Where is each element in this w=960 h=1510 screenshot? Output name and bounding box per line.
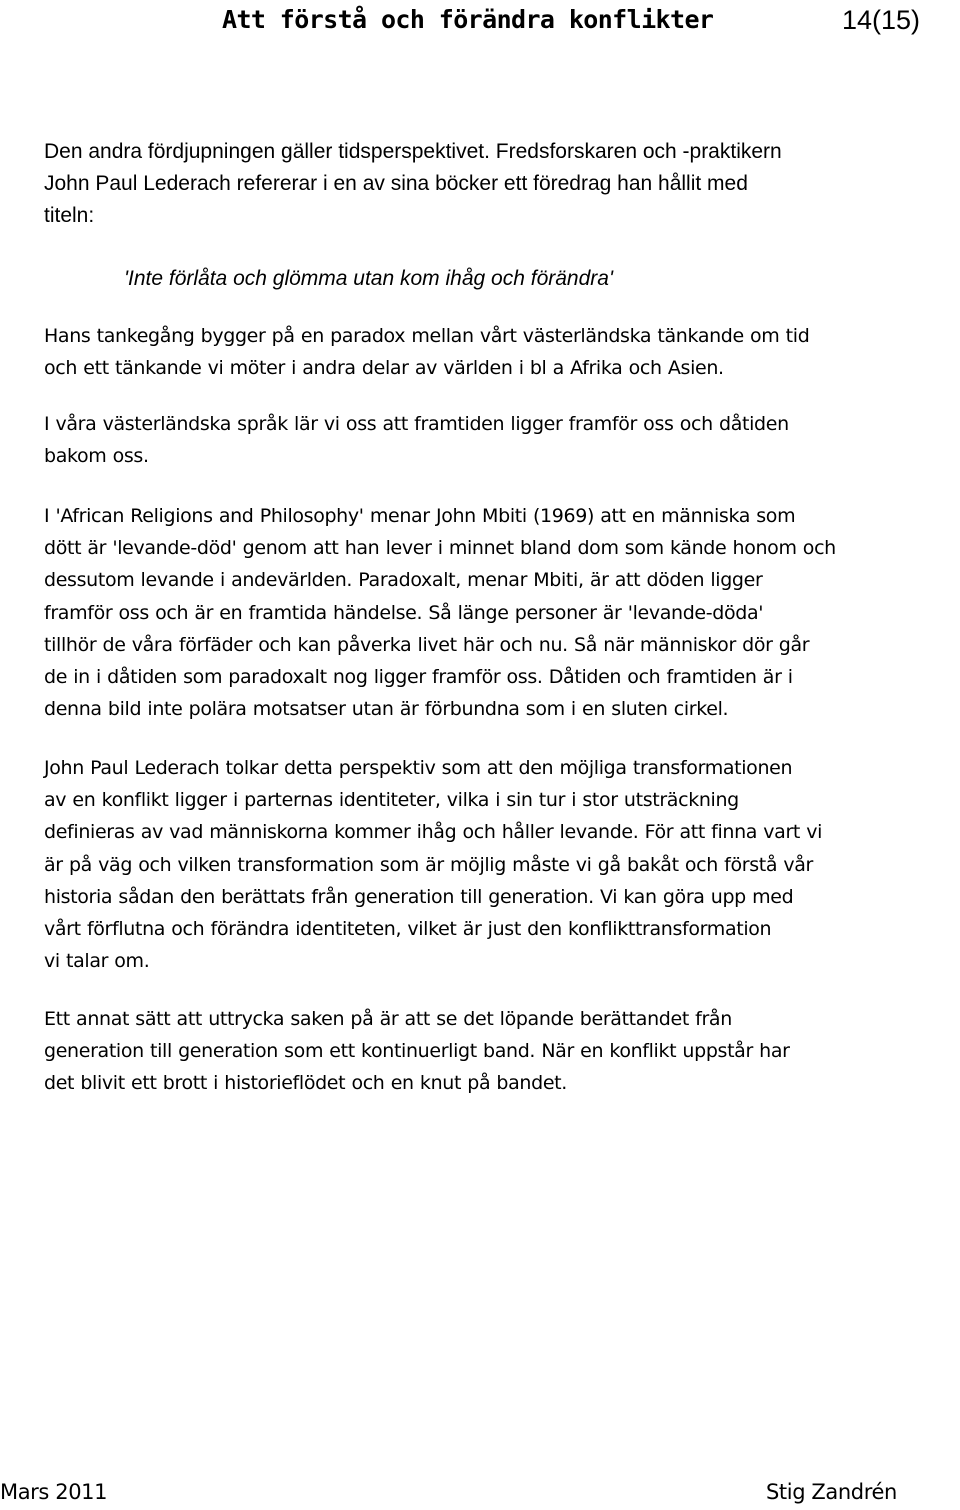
paragraph-line: I våra västerländska språk lär vi oss att framtiden ligger framför oss och dåtiden [44,413,789,435]
paragraph-line: det blivit ett brott i historieflödet och en knut på bandet. [44,1072,567,1095]
paragraph-line: generation till generation som ett kontinuerligt band. När en konflikt uppstår har [44,1040,790,1063]
paragraph-line: denna bild inte polära motsatser utan är förbundna som i en sluten cirkel. [44,698,729,721]
paragraph-line: Hans tankegång bygger på en paradox mellan vårt västerländska tänkande om tid [44,325,810,347]
paragraph-line: vårt förflutna och förändra identiteten, vilket är just den konflikttransformation [44,918,772,941]
quote-title: 'Inte förlåta och glömma utan kom ihåg och förändra' [124,267,613,290]
paragraph-line: John Paul Lederach tolkar detta perspektiv som att den möjliga transformationen [44,757,793,779]
intro-paragraph [44,136,944,232]
document-title: Att förstå och förändra konflikter [222,5,714,34]
paragraph-line: dessutom levande i andevärlden. Paradoxalt, menar Mbiti, är att döden ligger [44,569,763,592]
paragraph-line: framför oss och är en framtida händelse. Så länge personer är 'levande-döda' [44,601,764,624]
paragraph-line: definieras av vad människorna kommer ihåg och håller levande. För att finna vart vi [44,821,823,844]
intro-line: John Paul Lederach refererar i en av sina böcker ett föredrag han hållit med [44,172,748,195]
intro-line: Den andra fördjupningen gäller tidsperspektivet. Fredsforskaren och -praktikern [44,140,782,163]
paragraph-line: av en konflikt ligger i parternas identiteter, vilka i sin tur i stor utsträckning [44,789,739,812]
page-number: 14(15) [842,5,921,35]
footer-date: Mars 2011 [0,1480,108,1504]
paragraph-paradox [44,320,954,384]
paragraph-line: bakom oss. [44,445,149,468]
paragraph-line: tillhör de våra förfäder och kan påverka livet här och nu. Så när människor dör går [44,633,810,656]
paragraph-western-languages [44,408,954,472]
paragraph-lederach [44,752,954,977]
paragraph-line: historia sådan den berättats från generation till generation. Vi kan göra upp med [44,885,794,908]
paragraph-line: vi talar om. [44,950,150,973]
paragraph-line: dött är 'levande-död' genom att han lever i minnet bland dom som kände honom och [44,537,836,560]
paragraph-line: de in i dåtiden som paradoxalt nog ligger framför oss. Dåtiden och framtiden är i [44,666,793,689]
paragraph-line: I 'African Religions and Philosophy' menar John Mbiti (1969) att en människa som [44,505,796,527]
paragraph-line: Ett annat sätt att uttrycka saken på är att se det löpande berättandet från [44,1008,732,1030]
paragraph-line: och ett tänkande vi möter i andra delar av världen i bl a Afrika och Asien. [44,357,724,380]
page-header [222,2,942,38]
paragraph-line: är på väg och vilken transformation som är möjlig måste vi gå bakåt och förstå vår [44,853,813,876]
intro-line: titeln: [44,204,95,227]
paragraph-continuous-band [44,1003,954,1100]
footer-author: Stig Zandrén [766,1480,897,1504]
paragraph-mbiti [44,500,954,725]
